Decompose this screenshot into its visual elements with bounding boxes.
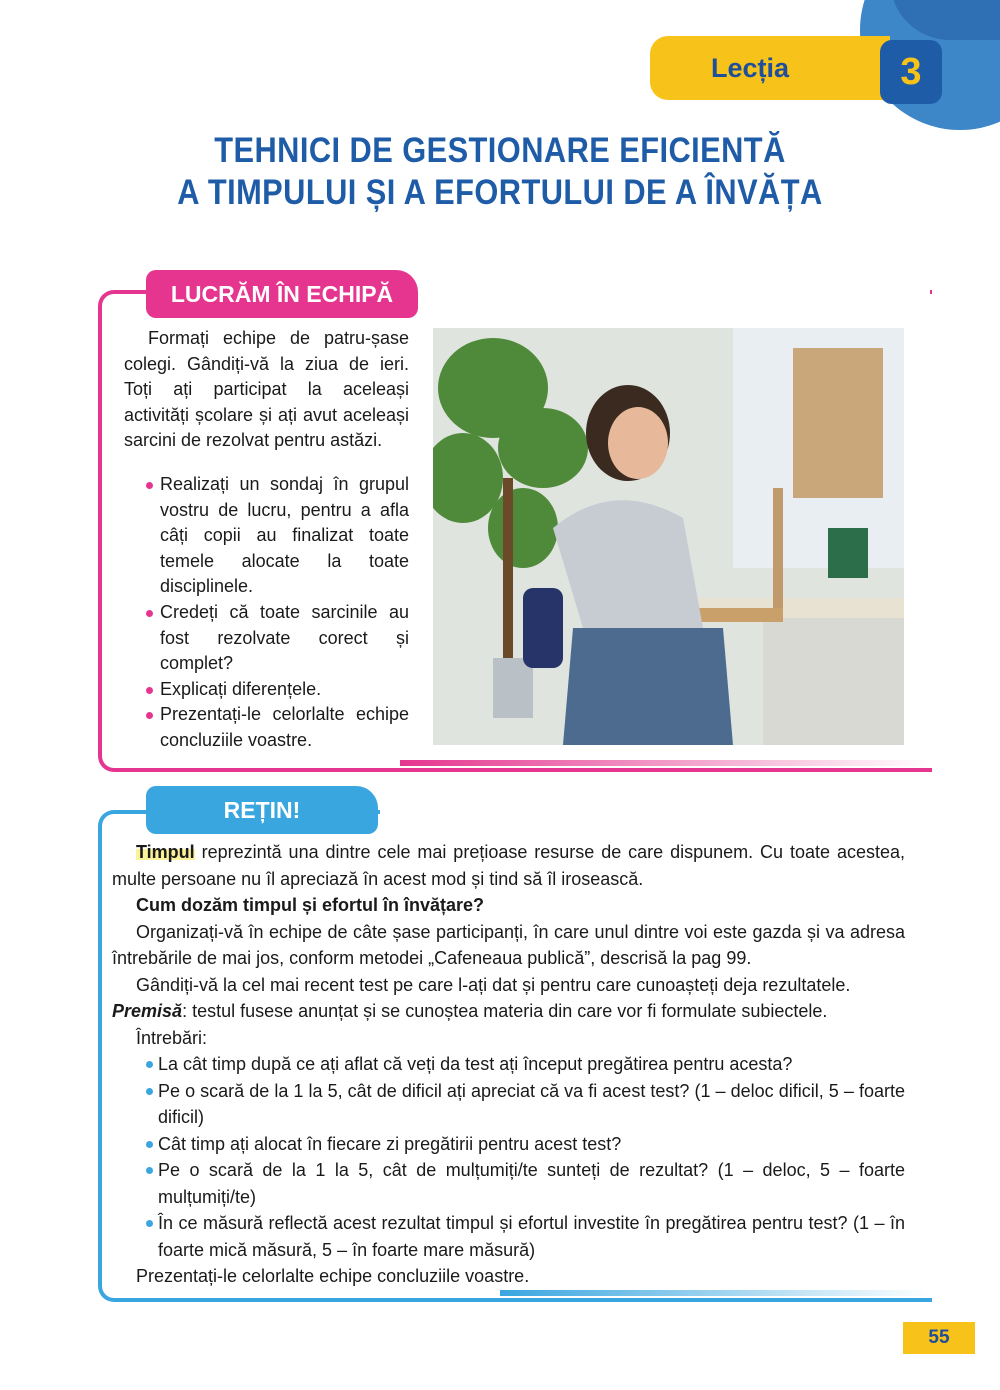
team-intro-text: Formați echipe de patru-șase colegi. Gândiți-vă la ziua de ieri. Toți ați participat la aceleași activități școlare și ați avut aceleași sarcini de rezolvat pentru astăzi. (124, 328, 409, 451)
retin-section-tag: REȚIN! (146, 786, 378, 834)
retin-question-heading (112, 892, 905, 919)
list-item: Realizați un sondaj în grupul vostru de lucru, pentru a afla câți copii au finalizat toate temele alocate la toate disciplinele. (144, 472, 409, 600)
retin-paragraph-1 (112, 839, 905, 892)
retin-content (112, 839, 905, 1290)
retin-paragraph-2: Organizați-vă în echipe de câte șase participanți, în care unul dintre voi este gazda și va adresa întrebările de mai jos, conform metodei „Cafeneaua publică”, descrisă la pag 99. (112, 921, 905, 968)
team-task-list (144, 472, 409, 754)
premise-label: Premisă (112, 1001, 183, 1021)
title-line-2: A TIMPULUI ȘI A EFORTULUI DE A ÎNVĂȚA (177, 173, 823, 212)
frame-mask (380, 806, 940, 816)
list-item: Explicați diferențele. (144, 677, 409, 703)
question-heading-text: Cum dozăm timpul și efortul în învățare? (136, 895, 485, 915)
team-intro (124, 326, 409, 454)
page-title (0, 130, 1000, 214)
lesson-number: 3 (880, 40, 942, 104)
list-item: În ce măsură reflectă acest rezultat timpul și efortul investite în pregătirea pentru test? (1 – în foarte mică măsură, 5 – în foarte mare măsură) (112, 1210, 905, 1263)
highlighted-term: Timpul (136, 842, 195, 862)
student-studying-photo (433, 328, 904, 745)
list-item: La cât timp după ce ați aflat că veți da test ați început pregătirea pentru acesta? (112, 1051, 905, 1078)
list-item: Prezentați-le celorlalte echipe concluziile voastre. (144, 702, 409, 753)
retin-paragraph-1-text: reprezintă una dintre cele mai prețioase resurse de care dispunem. Cu toate acestea, multe persoane nu îl apreciază în acest mod și tind să îl irosească. (112, 842, 905, 889)
frame-mask (400, 290, 930, 296)
page-number: 55 (903, 1322, 975, 1354)
retin-paragraph-3: Gândiți-vă la cel mai recent test pe care l-ați dat și pentru care cunoașteți deja rezultatele. (136, 974, 851, 995)
questions-label: Întrebări: (136, 1027, 208, 1048)
list-item: Pe o scară de la 1 la 5, cât de dificil ați apreciat că va fi acest test? (1 – deloc dificil, 5 – foarte dificil) (112, 1078, 905, 1131)
questions-list (112, 1051, 905, 1263)
team-frame-fade (400, 760, 930, 766)
list-item: Credeți că toate sarcinile au fost rezolvate corect și complet? (144, 600, 409, 677)
retin-frame-fade (500, 1290, 930, 1296)
lesson-label: Lecția (710, 52, 790, 83)
retin-closing: Prezentați-le celorlalte echipe concluziile voastre. (136, 1266, 530, 1286)
team-section-tag: LUCRĂM ÎN ECHIPĂ (146, 270, 418, 318)
title-line-1: TEHNICI DE GESTIONARE EFICIENTĂ (214, 131, 786, 170)
list-item: Cât timp ați alocat în fiecare zi pregătirii pentru acest test? (112, 1131, 905, 1158)
lesson-tag (650, 36, 890, 100)
list-item: Pe o scară de la 1 la 5, cât de mulțumiți/te sunteți de rezultat? (1 – deloc, 5 – foarte mulțumiți/te) (112, 1157, 905, 1210)
premise-paragraph (112, 998, 905, 1025)
photo-illustration (433, 328, 904, 745)
premise-text: : testul fusese anunțat și se cunoștea materia din care vor fi formulate subiectele. (182, 1001, 828, 1021)
